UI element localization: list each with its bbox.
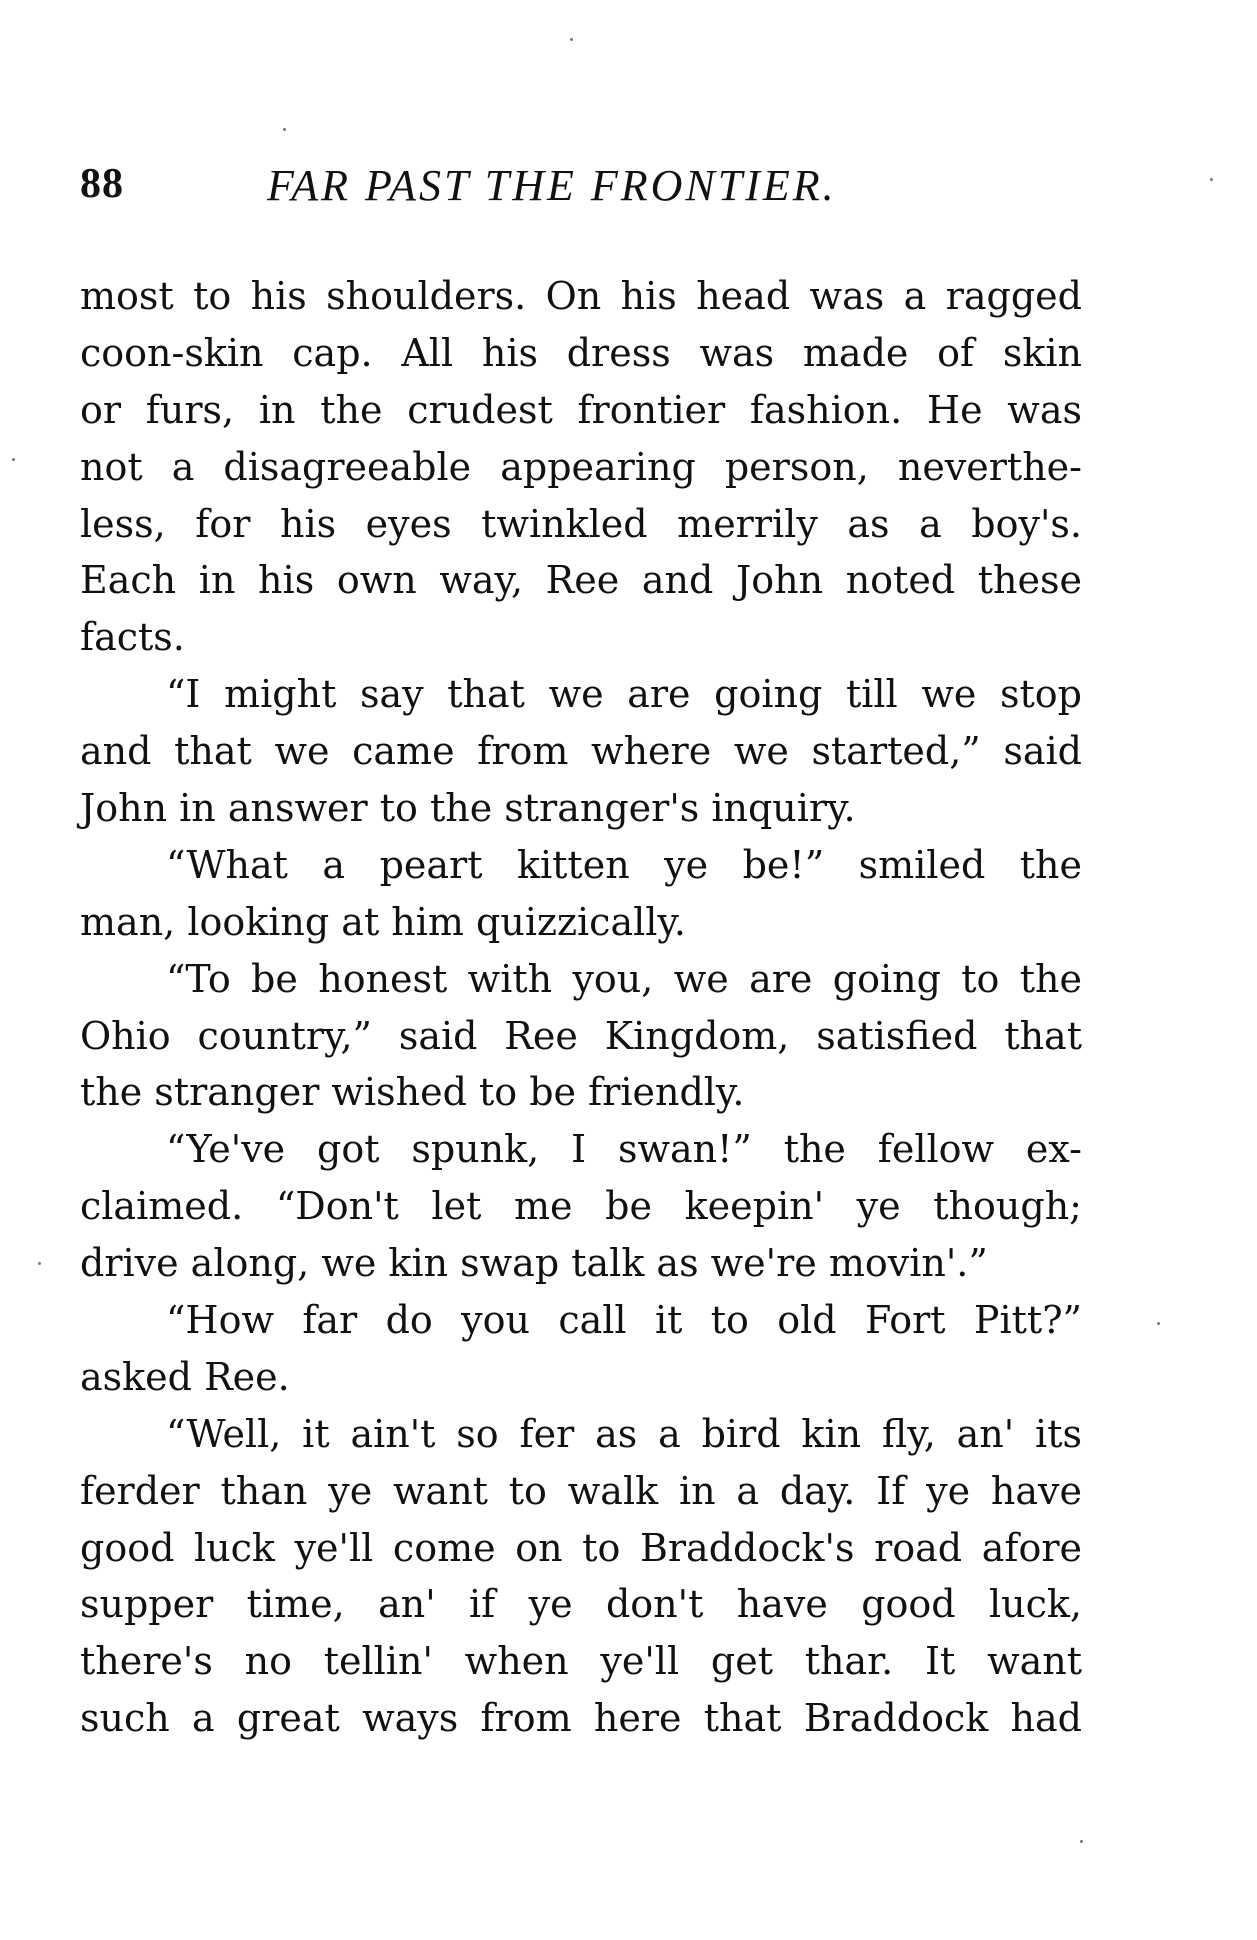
scan-speck [570,38,573,41]
text-line: ferder than ye want to walk in a day. If ye have [80,1468,1082,1513]
text-line: “I might say that we are going till we stop [166,672,1082,717]
body-text [80,268,1082,1747]
text-line: supper time, an' if ye don't have good luck, [80,1582,1082,1627]
text-line: John in answer to the stranger's inquiry. [80,786,856,831]
text-line: coon-skin cap. All his dress was made of skin [80,330,1082,375]
scan-speck [12,458,15,461]
scan-speck [1080,1840,1083,1843]
scan-speck [1157,1322,1160,1325]
text-line: most to his shoulders. On his head was a ragged [80,274,1082,318]
text-line: drive along, we kin swap talk as we're movin'.” [80,1241,988,1286]
text-line: asked Ree. [80,1354,290,1399]
text-line: the stranger wished to be friendly. [80,1070,745,1115]
text-line: good luck ye'll come on to Braddock's road afore [80,1525,1082,1570]
text-line: facts. [80,615,185,660]
page-number: 88 [80,161,124,207]
text-line: “Well, it ain't so fer as a bird kin fly, an' its [166,1411,1082,1456]
text-line: or furs, in the crudest frontier fashion. He was [80,387,1082,432]
text-line: and that we came from where we started,” said [80,729,1082,774]
scan-speck [283,128,286,131]
text-line: man, looking at him quizzically. [80,899,686,944]
text-line: Each in his own way, Ree and John noted these [80,558,1082,603]
running-title: FAR PAST THE FRONTIER. [267,161,837,210]
scan-speck [38,1262,41,1265]
text-line: such a great ways from here that Braddock had [80,1696,1082,1741]
text-line: Ohio country,” said Ree Kingdom, satisfied that [80,1013,1082,1058]
text-line: “How far do you call it to old Fort Pitt?” [166,1298,1082,1343]
text-line: less, for his eyes twinkled merrily as a boy's. [80,501,1082,546]
text-line: “Ye've got spunk, I swan!” the fellow ex- [166,1127,1082,1172]
text-line: not a disagreeable appearing person, neverthe- [80,444,1082,489]
text-line: there's no tellin' when ye'll get thar. It want [80,1639,1082,1684]
scan-speck [1210,178,1213,181]
text-line: “To be honest with you, we are going to the [166,956,1082,1001]
text-line: claimed. “Don't let me be keepin' ye though; [80,1184,1082,1229]
text-line: “What a peart kitten ye be!” smiled the [166,842,1082,887]
page-header [80,160,1080,220]
